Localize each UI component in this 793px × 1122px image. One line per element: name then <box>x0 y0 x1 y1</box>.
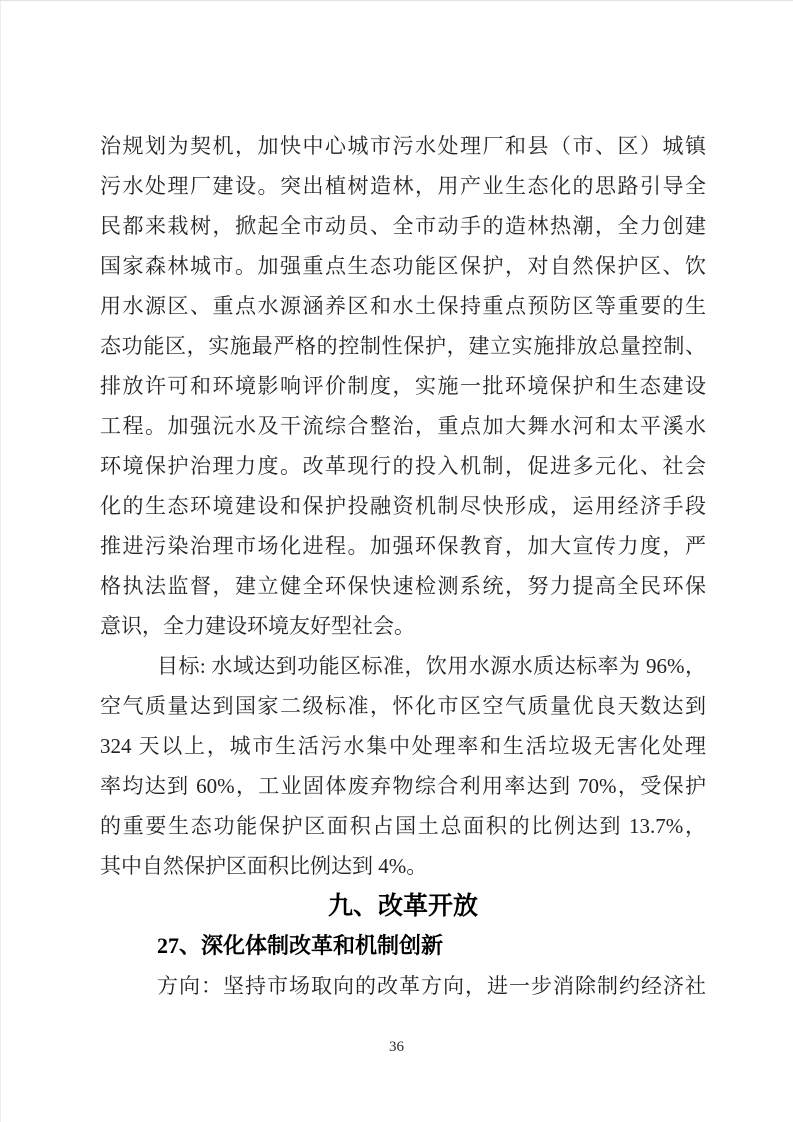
text-line: 国家森林城市。加强重点生态功能区保护，对自然保护区、饮 <box>100 254 706 278</box>
text-line: 污水处理厂建设。突出植树造林，用产业生态化的思路引导全 <box>100 174 706 198</box>
text-line: 民都来栽树，掀起全市动员、全市动手的造林热潮，全力创建 <box>100 214 706 238</box>
text-line: 空气质量达到国家二级标准，怀化市区空气质量优良天数达到 <box>100 694 706 718</box>
page-number: 36 <box>389 1039 404 1055</box>
text-line: 环境保护治理力度。改革现行的投入机制，促进多元化、社会 <box>100 454 706 478</box>
text-line: 用水源区、重点水源涵养区和水土保持重点预防区等重要的生 <box>100 294 706 318</box>
text-line: 的重要生态功能保护区面积占国土总面积的比例达到 13.7%， <box>100 814 706 838</box>
text-line: 排放许可和环境影响评价制度，实施一批环境保护和生态建设 <box>100 374 706 398</box>
text-line: 目标: 水域达到功能区标准，饮用水源水质达标率为 96%， <box>157 654 706 678</box>
text-line: 化的生态环境建设和保护投融资机制尽快形成，运用经济手段 <box>100 494 706 518</box>
section-heading: 九、改革开放 <box>327 891 478 920</box>
subsection-heading: 27、深化体制改革和机制创新 <box>157 933 444 958</box>
text-line: 态功能区，实施最严格的控制性保护，建立实施排放总量控制、 <box>100 334 706 358</box>
text-line: 工程。加强沅水及干流综合整治，重点加大舞水河和太平溪水 <box>100 414 706 438</box>
text-line: 意识，全力建设环境友好型社会。 <box>100 614 415 638</box>
text-line: 治规划为契机，加快中心城市污水处理厂和县（市、区）城镇 <box>100 134 706 158</box>
text-line: 324 天以上，城市生活污水集中处理率和生活垃圾无害化处理 <box>100 734 706 758</box>
text-line: 推进污染治理市场化进程。加强环保教育，加大宣传力度，严 <box>100 534 706 558</box>
text-line: 其中自然保护区面积比例达到 4%。 <box>100 854 428 878</box>
document-body <box>100 126 706 1006</box>
text-line: 方向：坚持市场取向的改革方向，进一步消除制约经济社 <box>157 974 706 998</box>
text-line: 率均达到 60%，工业固体废弃物综合利用率达到 70%，受保护 <box>100 774 706 798</box>
text-line: 格执法监督，建立健全环保快速检测系统，努力提高全民环保 <box>100 574 706 598</box>
